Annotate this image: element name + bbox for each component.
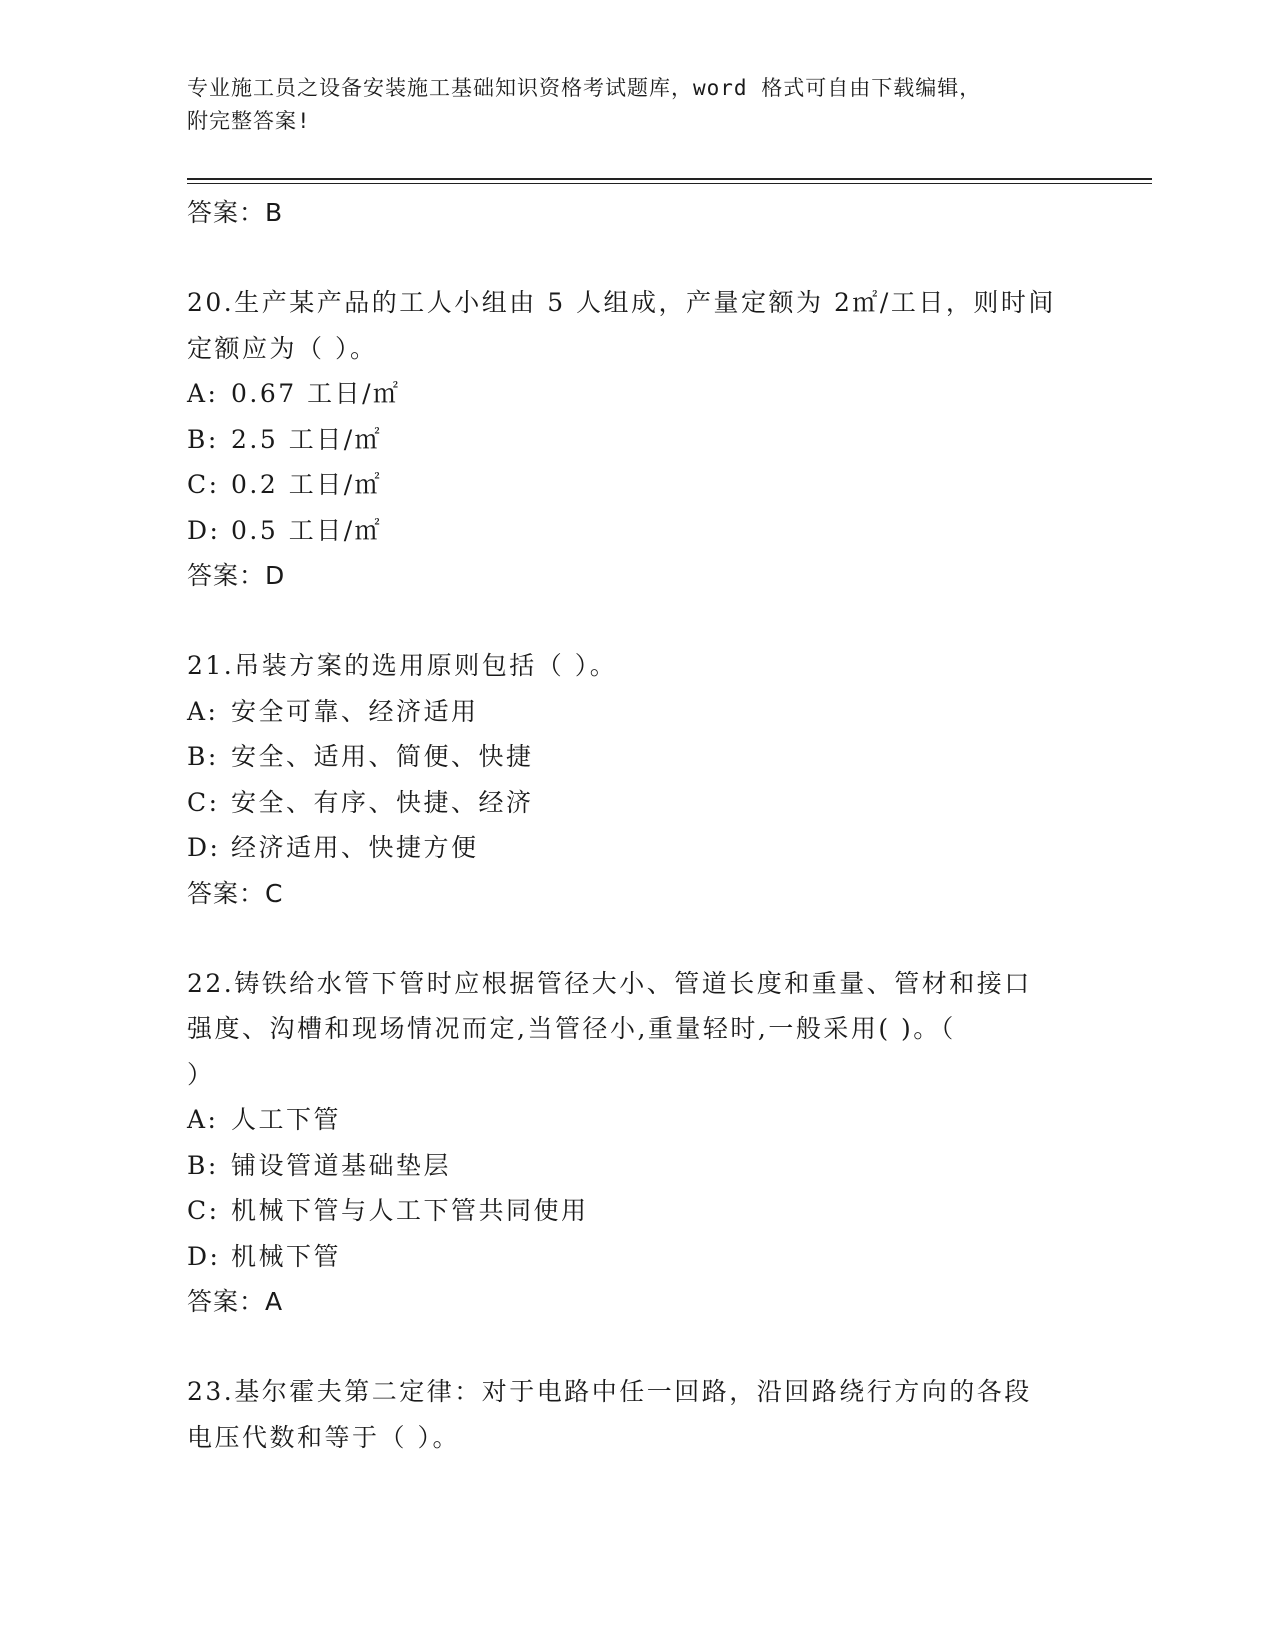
question-stem-line: 20.生产某产品的工人小组由 5 人组成，产量定额为 2㎡/工日，则时间	[187, 288, 1056, 317]
option-c	[187, 462, 1087, 508]
question-23	[187, 1369, 1087, 1460]
option-text: 机械下管	[231, 1241, 342, 1271]
option-letter: A:	[187, 1105, 219, 1134]
question-stem-line: 23.基尔霍夫第二定律：对于电路中任一回路，沿回路绕行方向的各段	[187, 1377, 1032, 1406]
option-letter: C:	[187, 787, 220, 817]
option-b	[187, 417, 1087, 463]
question-stem-line: 电压代数和等于（ ）。	[187, 1422, 460, 1452]
option-letter: B:	[187, 742, 219, 771]
option-c	[187, 1188, 1087, 1234]
option-letter: C:	[187, 470, 220, 499]
document-header	[187, 72, 1087, 138]
option-letter: D:	[187, 833, 221, 862]
header-line-2: 附完整答案!	[187, 109, 311, 133]
question-list	[187, 190, 1087, 1460]
answer-line: 答案：D	[187, 561, 286, 590]
question-20	[187, 280, 1087, 599]
option-b	[187, 734, 1087, 780]
option-d	[187, 825, 1087, 871]
option-b	[187, 1143, 1087, 1189]
option-a	[187, 371, 1087, 417]
option-letter: B:	[187, 1150, 219, 1180]
question-stem-line: 21.吊装方案的选用原则包括（ ）。	[187, 651, 618, 680]
question-stem-line: 强度、沟槽和现场情况而定,当管径小,重量轻时,一般采用( )。（	[187, 1014, 956, 1043]
answer-line: 答案：C	[187, 878, 284, 908]
spacer	[187, 1325, 1087, 1369]
option-text: 0.67 工日/㎡	[231, 379, 401, 408]
header-divider-thin	[187, 183, 1152, 184]
option-letter: D:	[187, 515, 221, 545]
question-stem-line: 22.铸铁给水管下管时应根据管径大小、管道长度和重量、管材和接口	[187, 968, 1032, 998]
spacer	[187, 236, 1087, 280]
option-letter: C:	[187, 1196, 220, 1225]
header-line-1: 专业施工员之设备安装施工基础知识资格考试题库，word 格式可自由下载编辑，	[187, 76, 982, 100]
option-a	[187, 689, 1087, 735]
option-text: 铺设管道基础垫层	[231, 1150, 452, 1180]
option-text: 人工下管	[231, 1105, 342, 1134]
option-text: 2.5 工日/㎡	[231, 424, 383, 454]
question-stem-line: ）	[187, 1059, 215, 1089]
option-text: 机械下管与人工下管共同使用	[231, 1196, 589, 1225]
option-d	[187, 508, 1087, 554]
option-text: 安全、有序、快捷、经济	[231, 787, 534, 817]
option-text: 0.2 工日/㎡	[231, 470, 383, 499]
option-text: 经济适用、快捷方便	[231, 833, 479, 862]
spacer	[187, 599, 1087, 643]
option-c	[187, 780, 1087, 826]
option-letter: A:	[187, 696, 219, 726]
option-letter: B:	[187, 424, 219, 454]
option-d	[187, 1234, 1087, 1280]
option-text: 0.5 工日/㎡	[231, 515, 383, 545]
question-22	[187, 961, 1087, 1326]
option-text: 安全可靠、经济适用	[231, 696, 479, 726]
option-text: 安全、适用、简便、快捷	[231, 742, 534, 771]
question-21	[187, 643, 1087, 917]
previous-answer: 答案：B	[187, 198, 284, 227]
option-letter: A:	[187, 379, 219, 408]
question-stem-line: 定额应为（ ）。	[187, 333, 378, 363]
option-letter: D:	[187, 1241, 221, 1271]
answer-line: 答案：A	[187, 1287, 284, 1316]
header-divider	[187, 178, 1152, 180]
option-a	[187, 1097, 1087, 1143]
spacer	[187, 917, 1087, 961]
